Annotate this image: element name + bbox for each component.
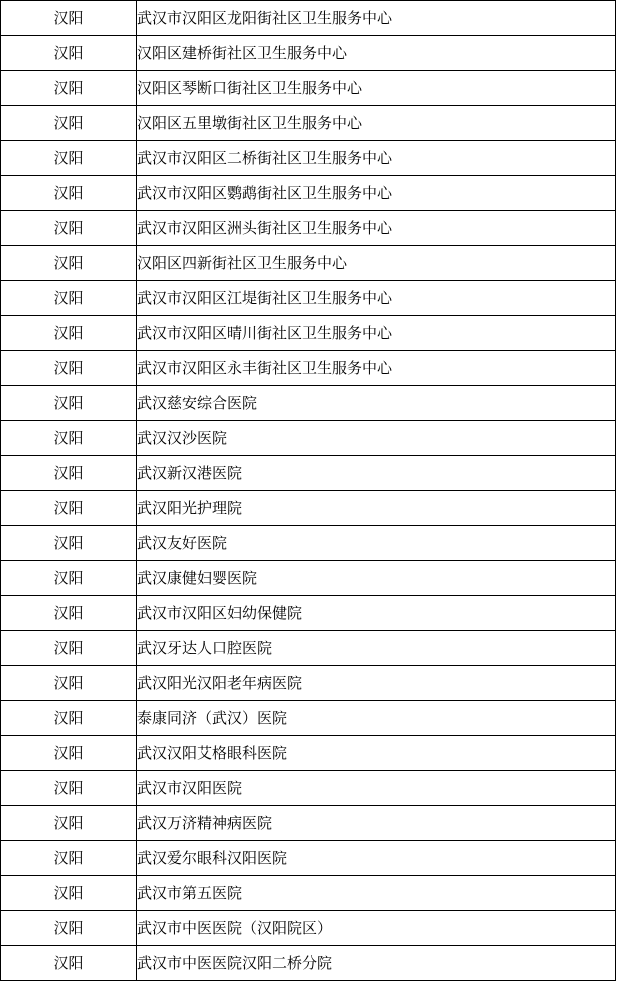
table-row bbox=[1, 561, 616, 596]
institution-name-cell: 武汉市中医医院（汉阳院区） bbox=[137, 911, 616, 946]
institution-name-cell: 武汉新汉港医院 bbox=[137, 456, 616, 491]
table-row bbox=[1, 491, 616, 526]
table-row bbox=[1, 71, 616, 106]
institution-name-cell: 武汉慈安综合医院 bbox=[137, 386, 616, 421]
table-row bbox=[1, 316, 616, 351]
district-cell: 汉阳 bbox=[1, 631, 137, 666]
institution-name-cell: 武汉汉沙医院 bbox=[137, 421, 616, 456]
table-row bbox=[1, 141, 616, 176]
institution-name-cell: 汉阳区建桥街社区卫生服务中心 bbox=[137, 36, 616, 71]
table-body bbox=[1, 1, 616, 981]
institution-name-cell: 武汉市汉阳区鹦鹉街社区卫生服务中心 bbox=[137, 176, 616, 211]
institution-name-cell: 武汉市中医医院汉阳二桥分院 bbox=[137, 946, 616, 981]
table-row bbox=[1, 421, 616, 456]
institution-name-cell: 武汉市汉阳区二桥街社区卫生服务中心 bbox=[137, 141, 616, 176]
table-row bbox=[1, 211, 616, 246]
table-row bbox=[1, 771, 616, 806]
district-cell: 汉阳 bbox=[1, 246, 137, 281]
district-cell: 汉阳 bbox=[1, 876, 137, 911]
district-cell: 汉阳 bbox=[1, 421, 137, 456]
table-row bbox=[1, 666, 616, 701]
institution-name-cell: 武汉市汉阳区永丰街社区卫生服务中心 bbox=[137, 351, 616, 386]
district-cell: 汉阳 bbox=[1, 351, 137, 386]
table-row bbox=[1, 281, 616, 316]
table-row bbox=[1, 841, 616, 876]
institution-name-cell: 汉阳区五里墩街社区卫生服务中心 bbox=[137, 106, 616, 141]
institution-name-cell: 武汉市汉阳区龙阳街社区卫生服务中心 bbox=[137, 1, 616, 36]
table-row bbox=[1, 631, 616, 666]
district-cell: 汉阳 bbox=[1, 911, 137, 946]
institution-name-cell: 武汉阳光护理院 bbox=[137, 491, 616, 526]
district-cell: 汉阳 bbox=[1, 596, 137, 631]
table-row bbox=[1, 386, 616, 421]
institution-name-cell: 武汉市汉阳区江堤街社区卫生服务中心 bbox=[137, 281, 616, 316]
district-cell: 汉阳 bbox=[1, 1, 137, 36]
district-cell: 汉阳 bbox=[1, 736, 137, 771]
institution-name-cell: 武汉市汉阳医院 bbox=[137, 771, 616, 806]
institution-name-cell: 武汉牙达人口腔医院 bbox=[137, 631, 616, 666]
institution-name-cell: 泰康同济（武汉）医院 bbox=[137, 701, 616, 736]
district-cell: 汉阳 bbox=[1, 211, 137, 246]
table-row bbox=[1, 736, 616, 771]
table-row bbox=[1, 36, 616, 71]
district-cell: 汉阳 bbox=[1, 491, 137, 526]
district-cell: 汉阳 bbox=[1, 316, 137, 351]
institution-name-cell: 武汉汉阳艾格眼科医院 bbox=[137, 736, 616, 771]
district-cell: 汉阳 bbox=[1, 456, 137, 491]
table-row bbox=[1, 106, 616, 141]
table-row bbox=[1, 351, 616, 386]
institution-name-cell: 汉阳区四新街社区卫生服务中心 bbox=[137, 246, 616, 281]
district-cell: 汉阳 bbox=[1, 281, 137, 316]
district-cell: 汉阳 bbox=[1, 771, 137, 806]
district-cell: 汉阳 bbox=[1, 386, 137, 421]
table-row bbox=[1, 946, 616, 981]
table-row bbox=[1, 456, 616, 491]
institution-name-cell: 武汉市第五医院 bbox=[137, 876, 616, 911]
district-cell: 汉阳 bbox=[1, 946, 137, 981]
table-row bbox=[1, 911, 616, 946]
district-cell: 汉阳 bbox=[1, 36, 137, 71]
institution-name-cell: 汉阳区琴断口街社区卫生服务中心 bbox=[137, 71, 616, 106]
institution-name-cell: 武汉友好医院 bbox=[137, 526, 616, 561]
institution-name-cell: 武汉阳光汉阳老年病医院 bbox=[137, 666, 616, 701]
institution-name-cell: 武汉万济精神病医院 bbox=[137, 806, 616, 841]
district-cell: 汉阳 bbox=[1, 176, 137, 211]
table-row bbox=[1, 176, 616, 211]
table-row bbox=[1, 1, 616, 36]
district-cell: 汉阳 bbox=[1, 841, 137, 876]
district-cell: 汉阳 bbox=[1, 141, 137, 176]
institution-name-cell: 武汉康健妇婴医院 bbox=[137, 561, 616, 596]
table-row bbox=[1, 526, 616, 561]
table-row bbox=[1, 806, 616, 841]
district-cell: 汉阳 bbox=[1, 701, 137, 736]
table-row bbox=[1, 246, 616, 281]
table-row bbox=[1, 596, 616, 631]
district-cell: 汉阳 bbox=[1, 106, 137, 141]
institution-name-cell: 武汉爱尔眼科汉阳医院 bbox=[137, 841, 616, 876]
district-cell: 汉阳 bbox=[1, 666, 137, 701]
district-cell: 汉阳 bbox=[1, 806, 137, 841]
table-row bbox=[1, 876, 616, 911]
institution-name-cell: 武汉市汉阳区洲头街社区卫生服务中心 bbox=[137, 211, 616, 246]
district-cell: 汉阳 bbox=[1, 561, 137, 596]
table-row bbox=[1, 701, 616, 736]
district-cell: 汉阳 bbox=[1, 71, 137, 106]
institution-name-cell: 武汉市汉阳区妇幼保健院 bbox=[137, 596, 616, 631]
district-cell: 汉阳 bbox=[1, 526, 137, 561]
institution-name-cell: 武汉市汉阳区晴川街社区卫生服务中心 bbox=[137, 316, 616, 351]
